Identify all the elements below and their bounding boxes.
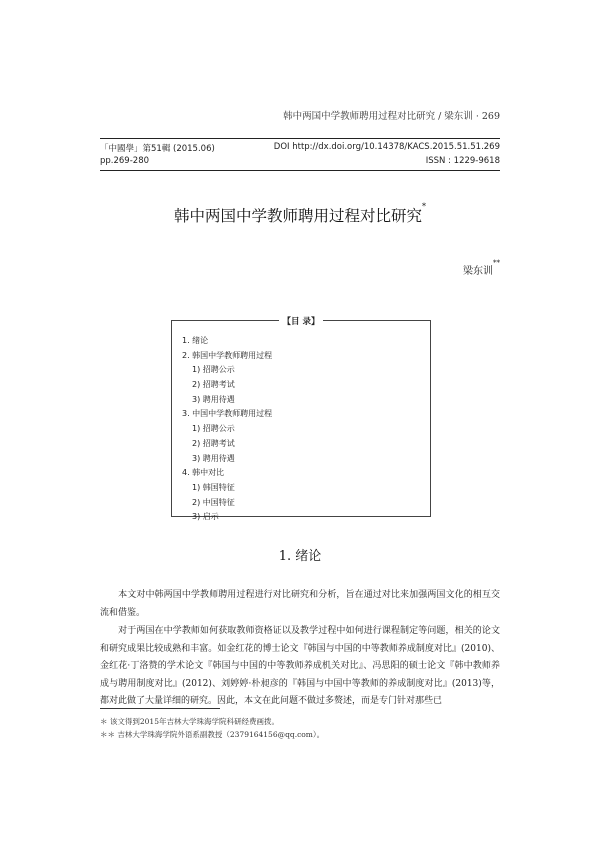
author-footnote-mark: ** bbox=[493, 259, 500, 267]
toc-item: 2) 招聘考试 bbox=[192, 438, 235, 448]
footnote: ＊＊ 吉林大学珠海学院外语系副教授（2379164156@qq.com）。 bbox=[100, 730, 325, 739]
toc-item: 2. 韩国中学教师聘用过程 bbox=[182, 350, 273, 360]
issn: ISSN : 1229-9618 bbox=[425, 156, 500, 166]
running-head: 韩中两国中学教师聘用过程对比研究 / 梁东训 · 269 bbox=[283, 111, 500, 122]
title-footnote-mark: * bbox=[422, 202, 426, 211]
toc-item: 1) 招聘公示 bbox=[192, 365, 235, 375]
doi-link[interactable]: DOI http://dx.doi.org/10.14378/KACS.2015.51.51.269 bbox=[273, 142, 500, 152]
body-paragraph: 对于两国在中学教师如何获取教师资格证以及教学过程中如何进行课程制定等问题，相关的论文和研究成果比较成熟和丰富。如金红花的博士论文『韩国与中国的中等教师养成制度对比』(2010)、金红花·丁洛赞的学术论文『韩国与中国的中等教师养成机关对比』、冯思阳的硕士论文『韩中教师养成与聘用制度对比』(2012)、刘婷婷·朴昶彦的『韩国与中国中等教师的养成制度对比』(2013)等，都对此做了大量详细的研究。因此，本文在此问题不做过多赘述，而是专门针对那些已 bbox=[100, 626, 500, 707]
toc-item: 3) 聘用待遇 bbox=[192, 394, 235, 404]
toc-item: 3. 中国中学教师聘用过程 bbox=[182, 409, 273, 419]
toc-item: 1) 招聘公示 bbox=[192, 424, 235, 434]
toc-item: 1) 韩国特征 bbox=[192, 482, 235, 492]
toc-list bbox=[182, 334, 272, 525]
toc-item: 2) 招聘考试 bbox=[192, 380, 235, 390]
body-paragraph: 本文对中韩两国中学教师聘用过程进行对比研究和分析，旨在通过对比来加强两国文化的相互交流和借鉴。 bbox=[100, 590, 500, 618]
article-metadata bbox=[100, 138, 500, 171]
page-range: pp.269-280 bbox=[100, 156, 150, 166]
journal-info: 「中國學」第51輯 (2015.06) bbox=[100, 144, 215, 154]
toc-item: 4. 韩中对比 bbox=[182, 468, 225, 478]
section-heading: 1. 绪论 bbox=[278, 549, 322, 564]
toc-heading: 【目 录】 bbox=[279, 317, 324, 327]
footnote-divider bbox=[100, 708, 220, 709]
table-of-contents bbox=[171, 317, 431, 522]
toc-item: 1. 绪论 bbox=[182, 336, 209, 345]
toc-item: 3) 聘用待遇 bbox=[192, 453, 235, 463]
toc-item: 3) 启示 bbox=[192, 512, 219, 522]
toc-item: 2) 中国特征 bbox=[192, 497, 235, 507]
paper-title-text: 韩中两国中学教师聘用过程对比研究 bbox=[173, 207, 422, 225]
footnote: ＊ 该文得到2015年吉林大学珠海学院科研经费画拨。 bbox=[100, 717, 279, 726]
author bbox=[463, 259, 500, 277]
author-name: 梁东训 bbox=[463, 266, 493, 277]
paper-title bbox=[0, 204, 600, 226]
